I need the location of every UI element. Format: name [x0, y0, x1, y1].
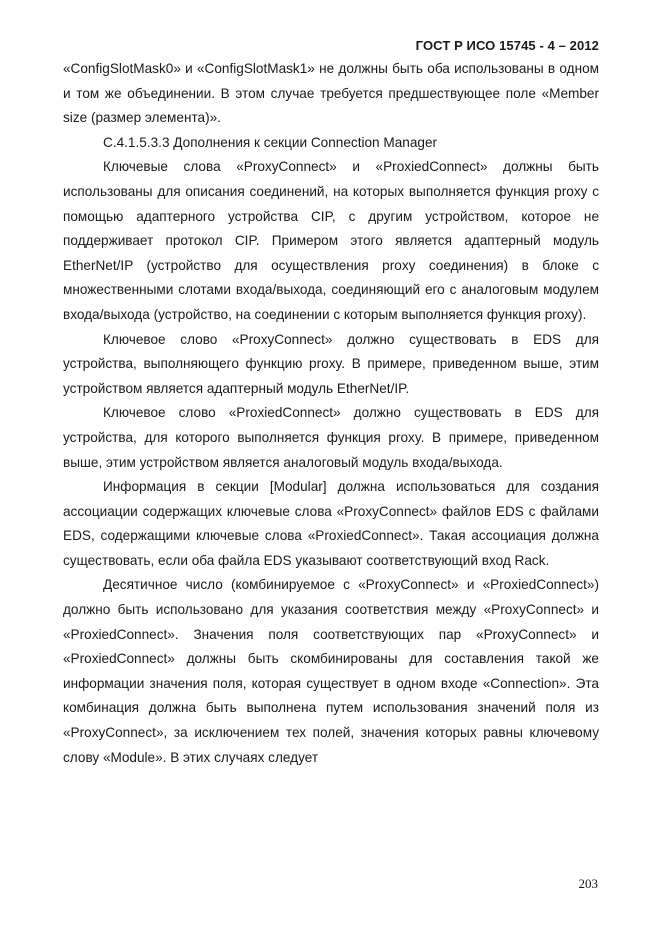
- paragraph: Информация в секции [Modular] должна использоваться для создания ассоциации содержащих ключевые слова «ProxyConnect» файлов EDS с файлами EDS, содержащими ключевые слова «ProxiedConnect». Такая ассоциация должна существовать, если оба файла EDS указывают соответствующий вход Rack.: [63, 479, 599, 568]
- document-header: ГОСТ Р ИСО 15745 - 4 – 2012: [415, 38, 599, 53]
- paragraph: Ключевые слова «ProxyConnect» и «ProxiedConnect» должны быть использованы для описания соединений, на которых выполняется функция proxy с помощью адаптерного устройства CIP, с другим устройством, которое не поддерживает протокол CIP. Примером этого является адаптерный модуль EtherNet/IP (устройство для осуществления proxy соединения) в блоке с множественными слотами входа/выхода, соединяющий его с аналоговым модулем входа/выхода (устройство, на соединении с которым выполняется функция proxy).: [63, 159, 599, 322]
- document-body: [63, 57, 599, 770]
- page-number: 203: [578, 876, 598, 891]
- paragraph: Ключевое слово «ProxyConnect» должно существовать в EDS для устройства, выполняющего функцию proxy. В примере, приведенном выше, этим устройством является адаптерный модуль EtherNet/IP.: [63, 331, 599, 396]
- section-heading: C.4.1.5.3.3 Дополнения к секции Connection Manager: [103, 134, 438, 150]
- paragraph: Десятичное число (комбинируемое с «ProxyConnect» и «ProxiedConnect») должно быть использовано для указания соответствия между «ProxyConnect» и «ProxiedConnect». Значения поля соответствующих пар «ProxyConnect» и «ProxiedConnect» должны быть скомбинированы для составления такой же информации значения поля, которая существует в одном входе «Connection». Эта комбинация должна быть выполнена путем использования значений поля из «ProxyConnect», за исключением тех полей, значения которых равны ключевому слову «Module». В этих случаях следует: [63, 577, 599, 765]
- paragraph: Ключевое слово «ProxiedConnect» должно существовать в EDS для устройства, для которого выполняется функция proxy. В примере, приведенном выше, этим устройством является аналоговый модуль входа/выхода.: [63, 405, 599, 470]
- paragraph-continuation: «ConfigSlotMask0» и «ConfigSlotMask1» не должны быть оба использованы в одном и том же объединении. В этом случае требуется предшествующее поле «Member size (размер элемента)».: [63, 61, 599, 126]
